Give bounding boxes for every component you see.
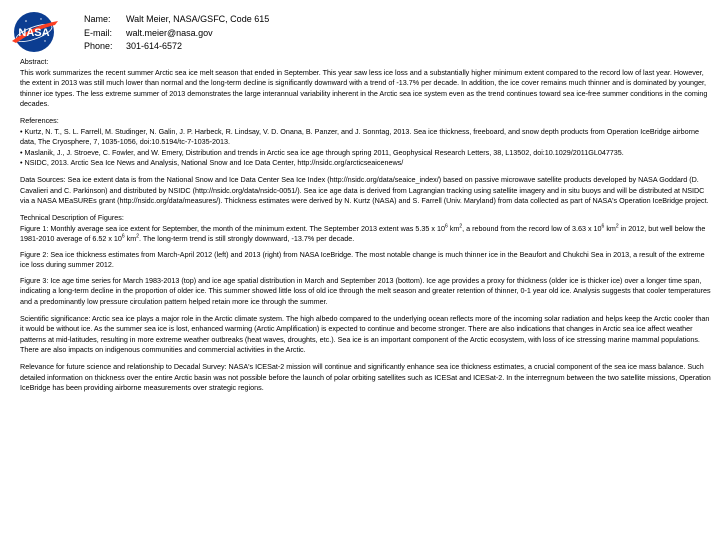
- contact-block: [84, 13, 269, 54]
- email-value: walt.meier@nasa.gov: [126, 27, 213, 38]
- name-value: Walt Meier, NASA/GSFC, Code 615: [126, 14, 270, 24]
- abstract-heading: Abstract:: [20, 57, 49, 66]
- figure1-description: Figure 1: Monthly average sea ice extent for September, the month of the minimum extent. The September 2013 extent was 5.35 x $10^6$ $km^2$, a rebound from the record low of 3.63 x $10^6$ $km^2$ in 2012, but well below the 1981-2010 average of 6.52 x $10^6$ $km^2$. The long-term trend is still strongly downward, -13.7% per decade.: [20, 223, 706, 243]
- references-section: [20, 116, 712, 169]
- phone-label: Phone:: [84, 41, 113, 51]
- abstract-text: This work summarizes the recent summer Arctic sea ice melt season that ended in September. This year saw less ice loss and a substantially higher minimum extent compared to the record low of last year. However, the extent in 2013 was still much lower than normal and the long-term decline is significantly downward with a trend of -13.7% per decade. In addition, the ice cover remains much thinner and is dominated by younger, thinner ice types. The less extreme summer of 2013 demonstrates the large interannual variability inherent in the Arctic sea ice system even as the trend continues toward sea ice-free summer conditions in the coming decades.: [20, 67, 708, 108]
- figure3-description: Figure 3: Ice age time series for March 1983-2013 (top) and ice age spatial distribution in March and September 2013 (bottom). Ice age provides a proxy for thickness (older ice is thicker ice) over a longer time span, indicating a long-term decline in the proportion of older ice. This summer showed little loss of old ice through the melt season and greater retention of thinner, 0-1 year old ice. Analysis suggests that cooler temperatures and a predominantly low pressure circulation pattern helped retain more ice through the summer.: [20, 275, 711, 306]
- reference-item: • NSIDC, 2013. Arctic Sea Ice News and Analysis, National Snow and Ice Data Center, http://nsidc.org/arcticseaicenews/: [20, 158, 404, 167]
- data-sources-text: Data Sources: Sea ice extent data is from the National Snow and Ice Data Center Sea Ice Index (http://nsidc.org/data/seaice_index/) based on passive microwave satellite products developed by NASA Goddard (D. Cavalieri and C. Parkinson) and distributed by NSIDC (http://nsidc.org/data/nsidc-0051/). Sea ice age data is derived from Lagrangian tracking using satellite imagery and in situ buoys and will be distributed at NSIDC via a NASA MEaSUREs grant (http://nsidc.org/data/measures/). Thickness estimates were derived by N. Kurtz (NASA) and S. Farrell (Univ. Maryland) from data collected as part of NASA's Operation IceBridge project.: [20, 175, 709, 205]
- reference-item: • Kurtz, N. T., S. L. Farrell, M. Studinger, N. Galin, J. P. Harbeck, R. Lindsay, V. D. Onana, B. Panzer, and J. Sonntag, 2013. Sea ice thickness, freeboard, and snow depth products from Operation IceBridge airborne data, The Cryosphere, 7, 1035-1056, doi:10.5194/tc-7-1035-2013.: [20, 126, 700, 146]
- relevance-text: Relevance for future science and relationship to Decadal Survey: NASA's ICESat-2 mission will continue and significantly enhance sea ice thickness estimates, a crucial component of the sea ice mass balance. Such detailed information on thickness over the entire Arctic basin was not possible before the launch of polar orbiting satellites such as ICESat and ICESat-2. In the interregnum between the two satellite missions, Operation IceBridge has been providing airborne measurements over strategic regions.: [20, 362, 711, 392]
- figure2-section: [20, 250, 712, 271]
- references-heading: References:: [20, 116, 59, 125]
- data-sources-section: [20, 175, 712, 207]
- figure3-section: [20, 276, 712, 308]
- technical-heading: Technical Description of Figures:: [20, 213, 124, 222]
- significance-text: Scientific significance: Arctic sea ice plays a major role in the Arctic climate system. The high albedo compared to the underlying ocean reflects more of the incoming solar radiation and helps keep the Arctic cooler than it would be without ice. As the summer sea ice is lost, enhanced warming (Arctic Amplification) is expected to continue and become stronger. There are also indications that changes in Arctic sea ice affect weather patterns at mid-latitudes, resulting in more extreme weather outbreaks (heat waves, droughts, etc.). Sea ice is an important component of the Arctic ecosystem, with loss of ice stressing marine mammal populations. There are also impacts on indigenous communities and commercial activities in the Arctic.: [20, 313, 710, 354]
- name-label: Name:: [84, 14, 111, 24]
- contact-email-row: [84, 27, 269, 41]
- nasa-logo-text: NASA: [18, 27, 50, 39]
- nasa-logo: [8, 11, 60, 53]
- contact-phone-row: [84, 40, 269, 54]
- figure2-description: Figure 2: Sea ice thickness estimates from March-April 2012 (left) and 2013 (right) from NASA IceBridge. The most notable change is much thinner ice in the Beaufort and Chukchi Sea in 2013, a result of the extreme ice loss during summer 2012.: [20, 249, 705, 269]
- significance-section: [20, 314, 712, 356]
- document-body: [20, 57, 712, 400]
- phone-value: 301-614-6572: [126, 41, 183, 51]
- contact-name-row: [84, 13, 269, 27]
- email-label: E-mail:: [84, 27, 113, 38]
- reference-item: • Maslanik, J., J. Stroeve, C. Fowler, and W. Emery, Distribution and trends in Arctic sea ice age through spring 2011, Geophysical Research Letters, 38, L13502, doi:10.1029/2011GL047735.: [20, 147, 624, 157]
- relevance-section: [20, 362, 712, 394]
- abstract-section: [20, 57, 712, 110]
- technical-section: [20, 213, 712, 245]
